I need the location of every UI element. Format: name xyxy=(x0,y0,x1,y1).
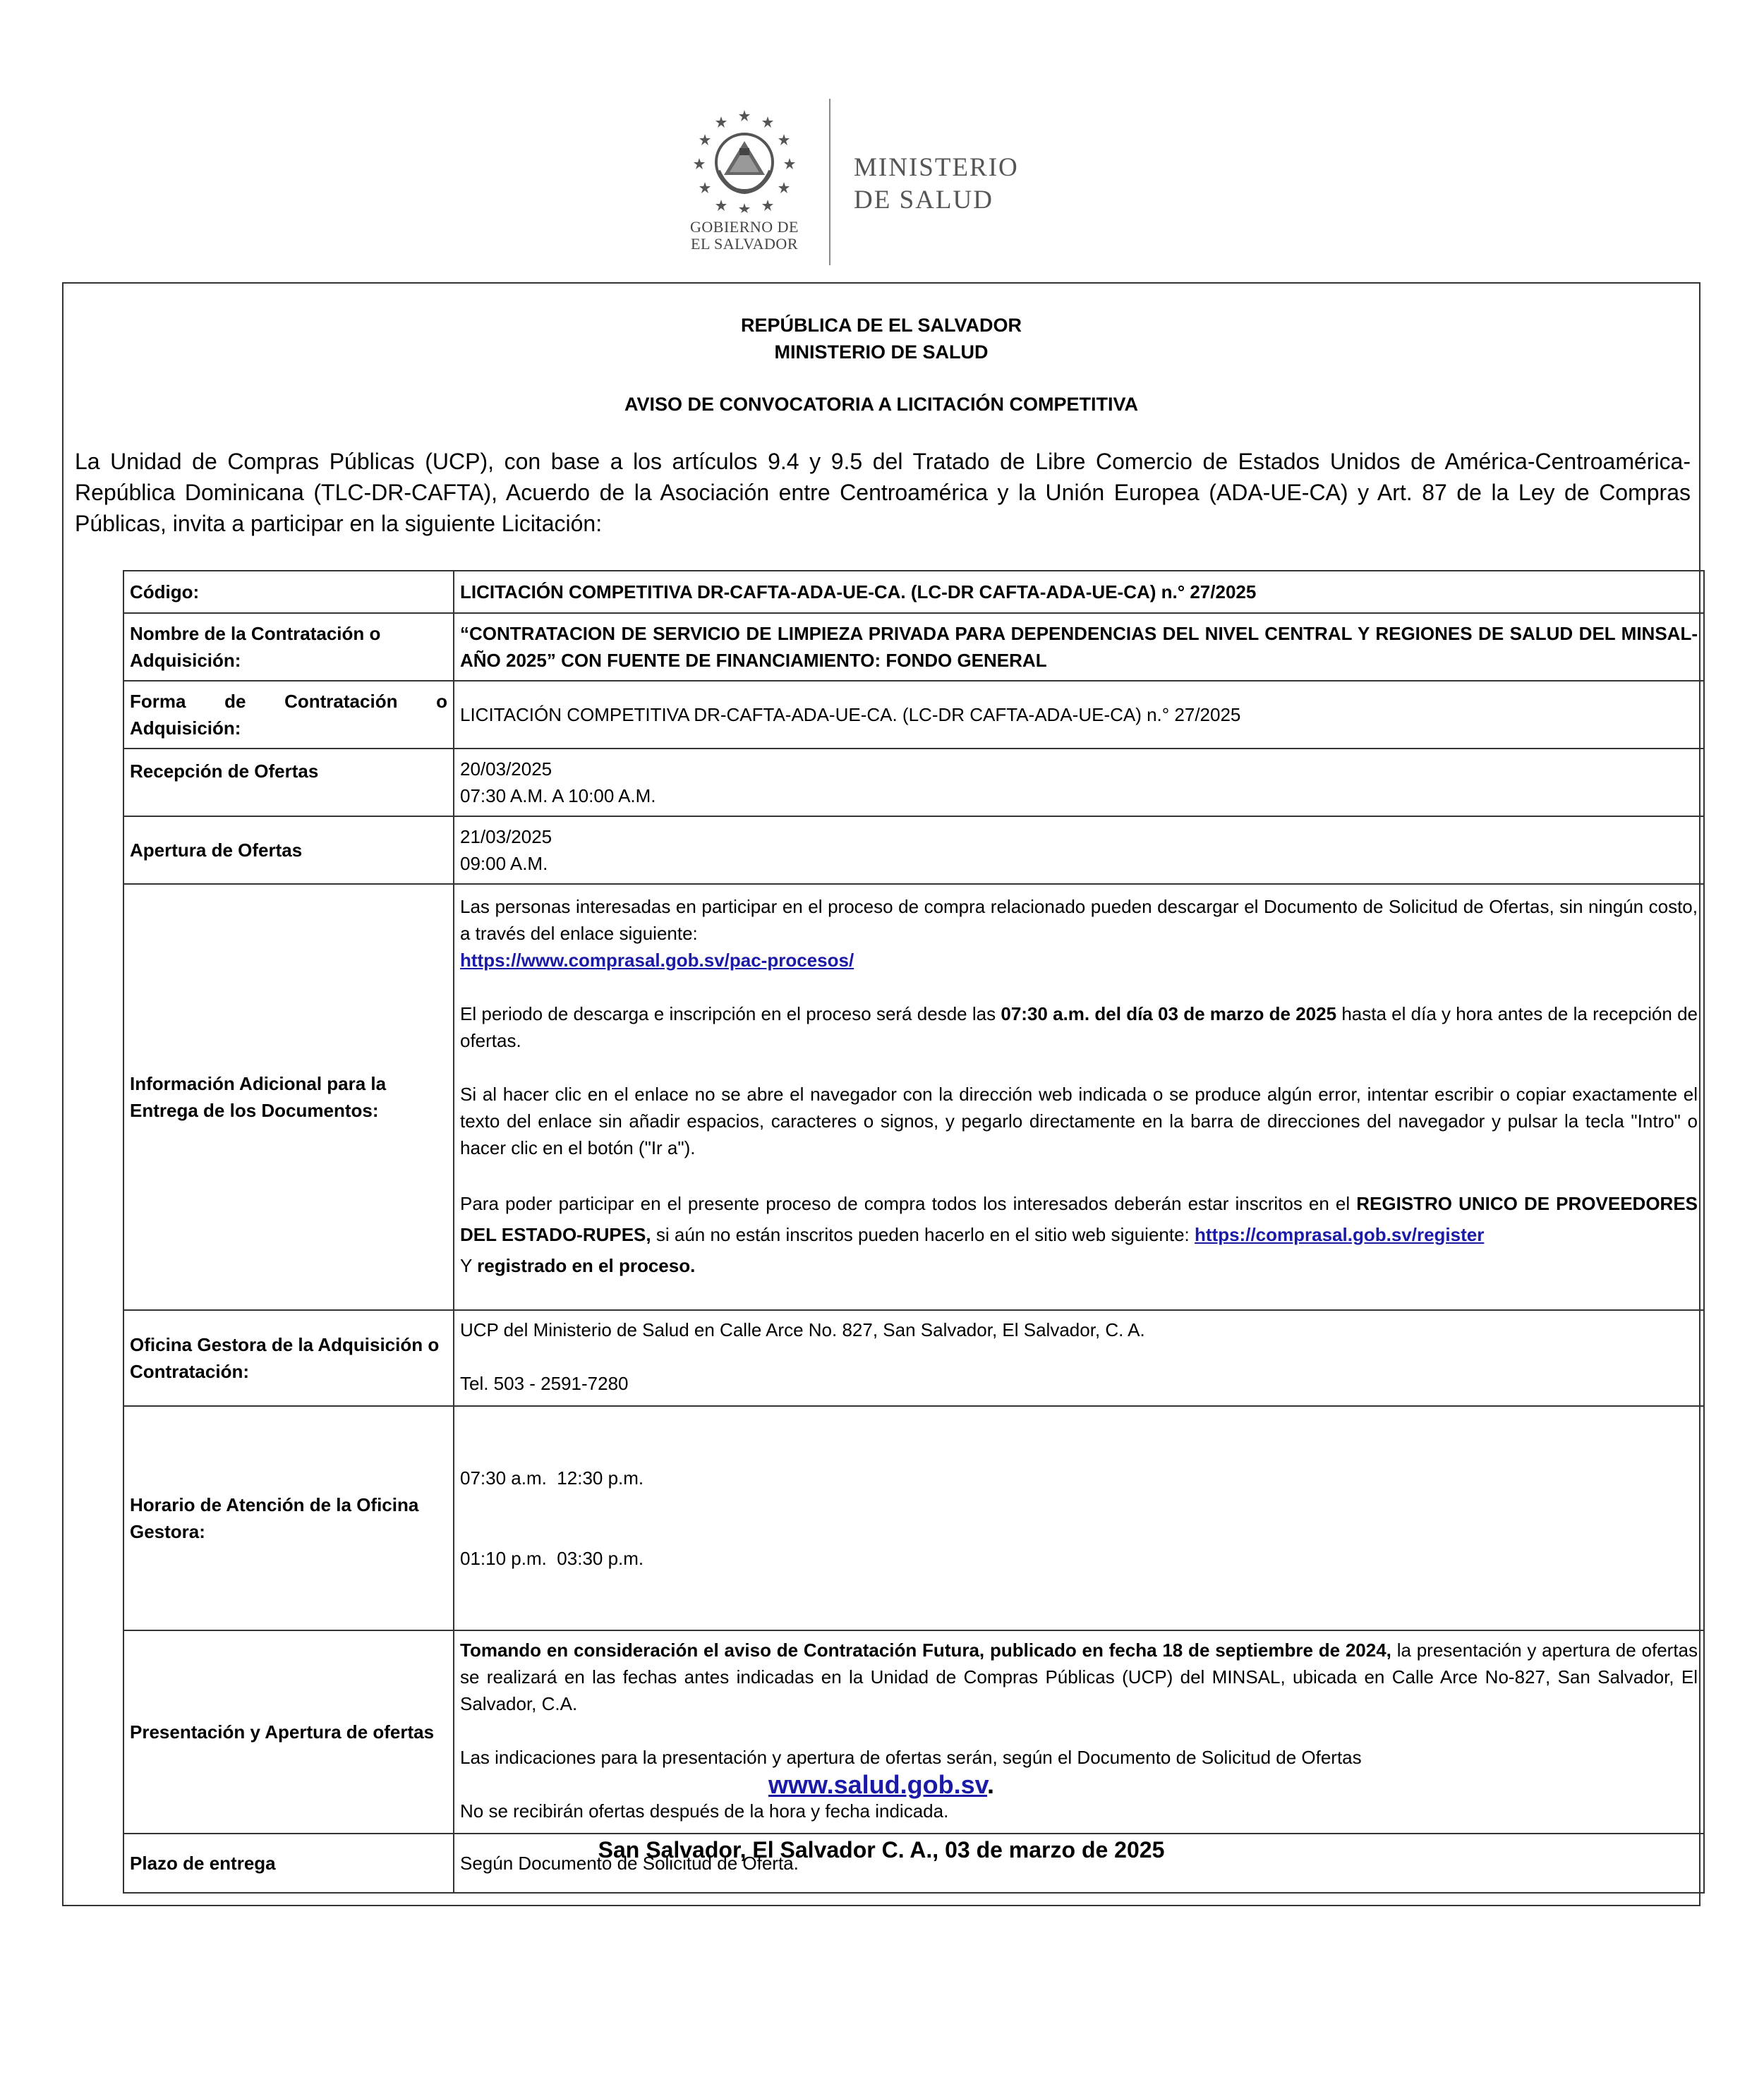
download-start-date: 07:30 a.m. del día 03 de marzo de 2025 xyxy=(1001,1003,1337,1024)
el-salvador-coat-of-arms-icon xyxy=(691,107,797,213)
table-row-presentacion xyxy=(123,1630,1704,1834)
rupes-registry: REGISTRO UNICO DE PROVEEDORES DEL ESTADO-RUPES, xyxy=(460,1193,1698,1245)
ministry-logo xyxy=(677,99,1044,268)
recepcion-value xyxy=(454,749,1704,816)
horario-value xyxy=(454,1406,1704,1630)
ministry-name: MINISTERIO DE SALUD xyxy=(854,153,1019,214)
codigo-value: LICITACIÓN COMPETITIVA DR-CAFTA-ADA-UE-CA. (LC-DR CAFTA-ADA-UE-CA) n.° 27/2025 xyxy=(454,571,1704,613)
table-row-oficina xyxy=(123,1310,1704,1406)
website-line: www.salud.gob.sv. xyxy=(768,1770,995,1799)
presentacion-paragraph-2: Las indicaciones para la presentación y apertura de ofertas serán, según el Documento de Solicitud de Ofertas xyxy=(460,1747,1362,1768)
nombre-value: “CONTRATACION DE SERVICIO DE LIMPIEZA PRIVADA PARA DEPENDENCIAS DEL NIVEL CENTRAL Y REGIONES DE SALUD DEL MINSAL- AÑO 2025” CON FUENTE DE FINANCIAMIENTO: FONDO GENERAL xyxy=(454,613,1704,681)
notice-frame xyxy=(62,282,1700,1906)
recepcion-date: 20/03/2025 xyxy=(460,758,552,780)
government-name: GOBIERNO DE EL SALVADOR xyxy=(690,218,799,253)
oficina-value xyxy=(454,1310,1704,1406)
info-adicional-label: Información Adicional para la Entrega de los Documentos: xyxy=(123,884,454,1310)
presentacion-label: Presentación y Apertura de ofertas xyxy=(123,1630,454,1834)
horario-morning: 07:30 a.m. 12:30 p.m. xyxy=(460,1467,644,1489)
table-row-apertura xyxy=(123,816,1704,884)
plazo-value: Según Documento de Solicitud de Oferta. xyxy=(454,1834,1704,1893)
info-paragraph-3: Si al hacer clic en el enlace no se abre el navegador con la dirección web indicada o se produce algún error, intentar escribir o copiar exactamente el texto del enlace sin añadir espacios, caracteres o signos, y pegarlo directamente en la barra de direcciones del navegador y pulsar la tecla "Intro" o hacer clic en el botón ("Ir a"). xyxy=(460,1084,1698,1158)
plazo-label: Plazo de entrega xyxy=(123,1834,454,1893)
recepcion-time: 07:30 A.M. A 10:00 A.M. xyxy=(460,785,656,806)
table-row-nombre xyxy=(123,613,1704,681)
forma-value: LICITACIÓN COMPETITIVA DR-CAFTA-ADA-UE-CA. (LC-DR CAFTA-ADA-UE-CA) n.° 27/2025 xyxy=(454,681,1704,749)
table-row-horario xyxy=(123,1406,1704,1630)
info-paragraph-1: Las personas interesadas en participar en el proceso de compra relacionado pueden descargar el Documento de Solicitud de Ofertas, sin ningún costo, a través del enlace siguiente: https://www.comprasal.gob.sv/pac-procesos/ xyxy=(460,896,1698,971)
info-paragraph-2: El periodo de descarga e inscripción en el proceso será desde las 07:30 a.m. del día 03 de marzo de 2025 hasta el día y hora antes de la recepción de ofertas. xyxy=(460,1003,1698,1051)
logo-divider xyxy=(829,99,830,265)
notice-title: AVISO DE CONVOCATORIA A LICITACIÓN COMPETITIVA xyxy=(624,394,1138,415)
info-paragraph-4: Para poder participar en el presente proceso de compra todos los interesados deberán estar inscritos en el REGISTRO UNICO DE PROVEEDORES DEL ESTADO-RUPES, si aún no están inscritos pueden hacerlo en el sitio web siguiente: https://comprasal.gob.sv/register Y registrado en el proceso. xyxy=(460,1193,1698,1276)
presentacion-value xyxy=(454,1630,1704,1834)
horario-afternoon: 01:10 p.m. 03:30 p.m. xyxy=(460,1548,644,1569)
place-and-date: San Salvador, El Salvador C. A., 03 de marzo de 2025 xyxy=(598,1837,1165,1862)
table-row-info-adicional xyxy=(123,884,1704,1310)
table-row-recepcion xyxy=(123,749,1704,816)
info-adicional-value xyxy=(454,884,1704,1310)
ministry-heading: MINISTERIO DE SALUD xyxy=(774,341,989,363)
table-row-codigo xyxy=(123,571,1704,613)
table-row-forma xyxy=(123,681,1704,749)
apertura-value xyxy=(454,816,1704,884)
presentacion-paragraph-1: Tomando en consideración el aviso de Contratación Futura, publicado en fecha 18 de septiembre de 2024, la presentación y apertura de ofertas se realizará en las fechas antes indicadas en la Unidad de Compras Públicas (UCP) del MINSAL, ubicada en Calle Arce No-827, San Salvador, El Salvador, C.A. xyxy=(460,1640,1698,1714)
republic-heading: REPÚBLICA DE EL SALVADOR xyxy=(740,315,1022,336)
intro-paragraph: La Unidad de Compras Públicas (UCP), con base a los artículos 9.4 y 9.5 del Tratado de Libre Comercio de Estados Unidos de América-Centroamérica-República Dominicana (TLC-DR-CAFTA), Acuerdo de la Asociación entre Centroamérica y la Unión Europea (ADA-UE-CA) y Art. 87 de la Ley de Compras Públicas, invita a participar en la siguiente Licitación: xyxy=(75,449,1691,536)
oficina-label: Oficina Gestora de la Adquisición o Contratación: xyxy=(123,1310,454,1406)
presentacion-paragraph-3: No se recibirán ofertas después de la hora y fecha indicada. xyxy=(460,1800,949,1822)
forma-label: Forma de Contratación o Adquisición: xyxy=(123,681,454,749)
apertura-date: 21/03/2025 xyxy=(460,826,552,847)
apertura-label: Apertura de Ofertas xyxy=(123,816,454,884)
comprasal-register-link[interactable]: https://comprasal.gob.sv/register xyxy=(1195,1224,1485,1245)
apertura-time: 09:00 A.M. xyxy=(460,853,548,874)
codigo-label: Código: xyxy=(123,571,454,613)
oficina-phone: Tel. 503 - 2591-7280 xyxy=(460,1373,629,1394)
comprasal-pac-link[interactable]: https://www.comprasal.gob.sv/pac-procesos/ xyxy=(460,950,854,971)
oficina-address: UCP del Ministerio de Salud en Calle Arce No. 827, San Salvador, El Salvador, C. A. xyxy=(460,1319,1145,1340)
recepcion-label: Recepción de Ofertas xyxy=(123,749,454,816)
horario-label: Horario de Atención de la Oficina Gestora: xyxy=(123,1406,454,1630)
salud-website-link[interactable]: www.salud.gob.sv xyxy=(768,1770,988,1799)
tender-info-table xyxy=(123,570,1705,1894)
nombre-label: Nombre de la Contratación o Adquisición: xyxy=(123,613,454,681)
